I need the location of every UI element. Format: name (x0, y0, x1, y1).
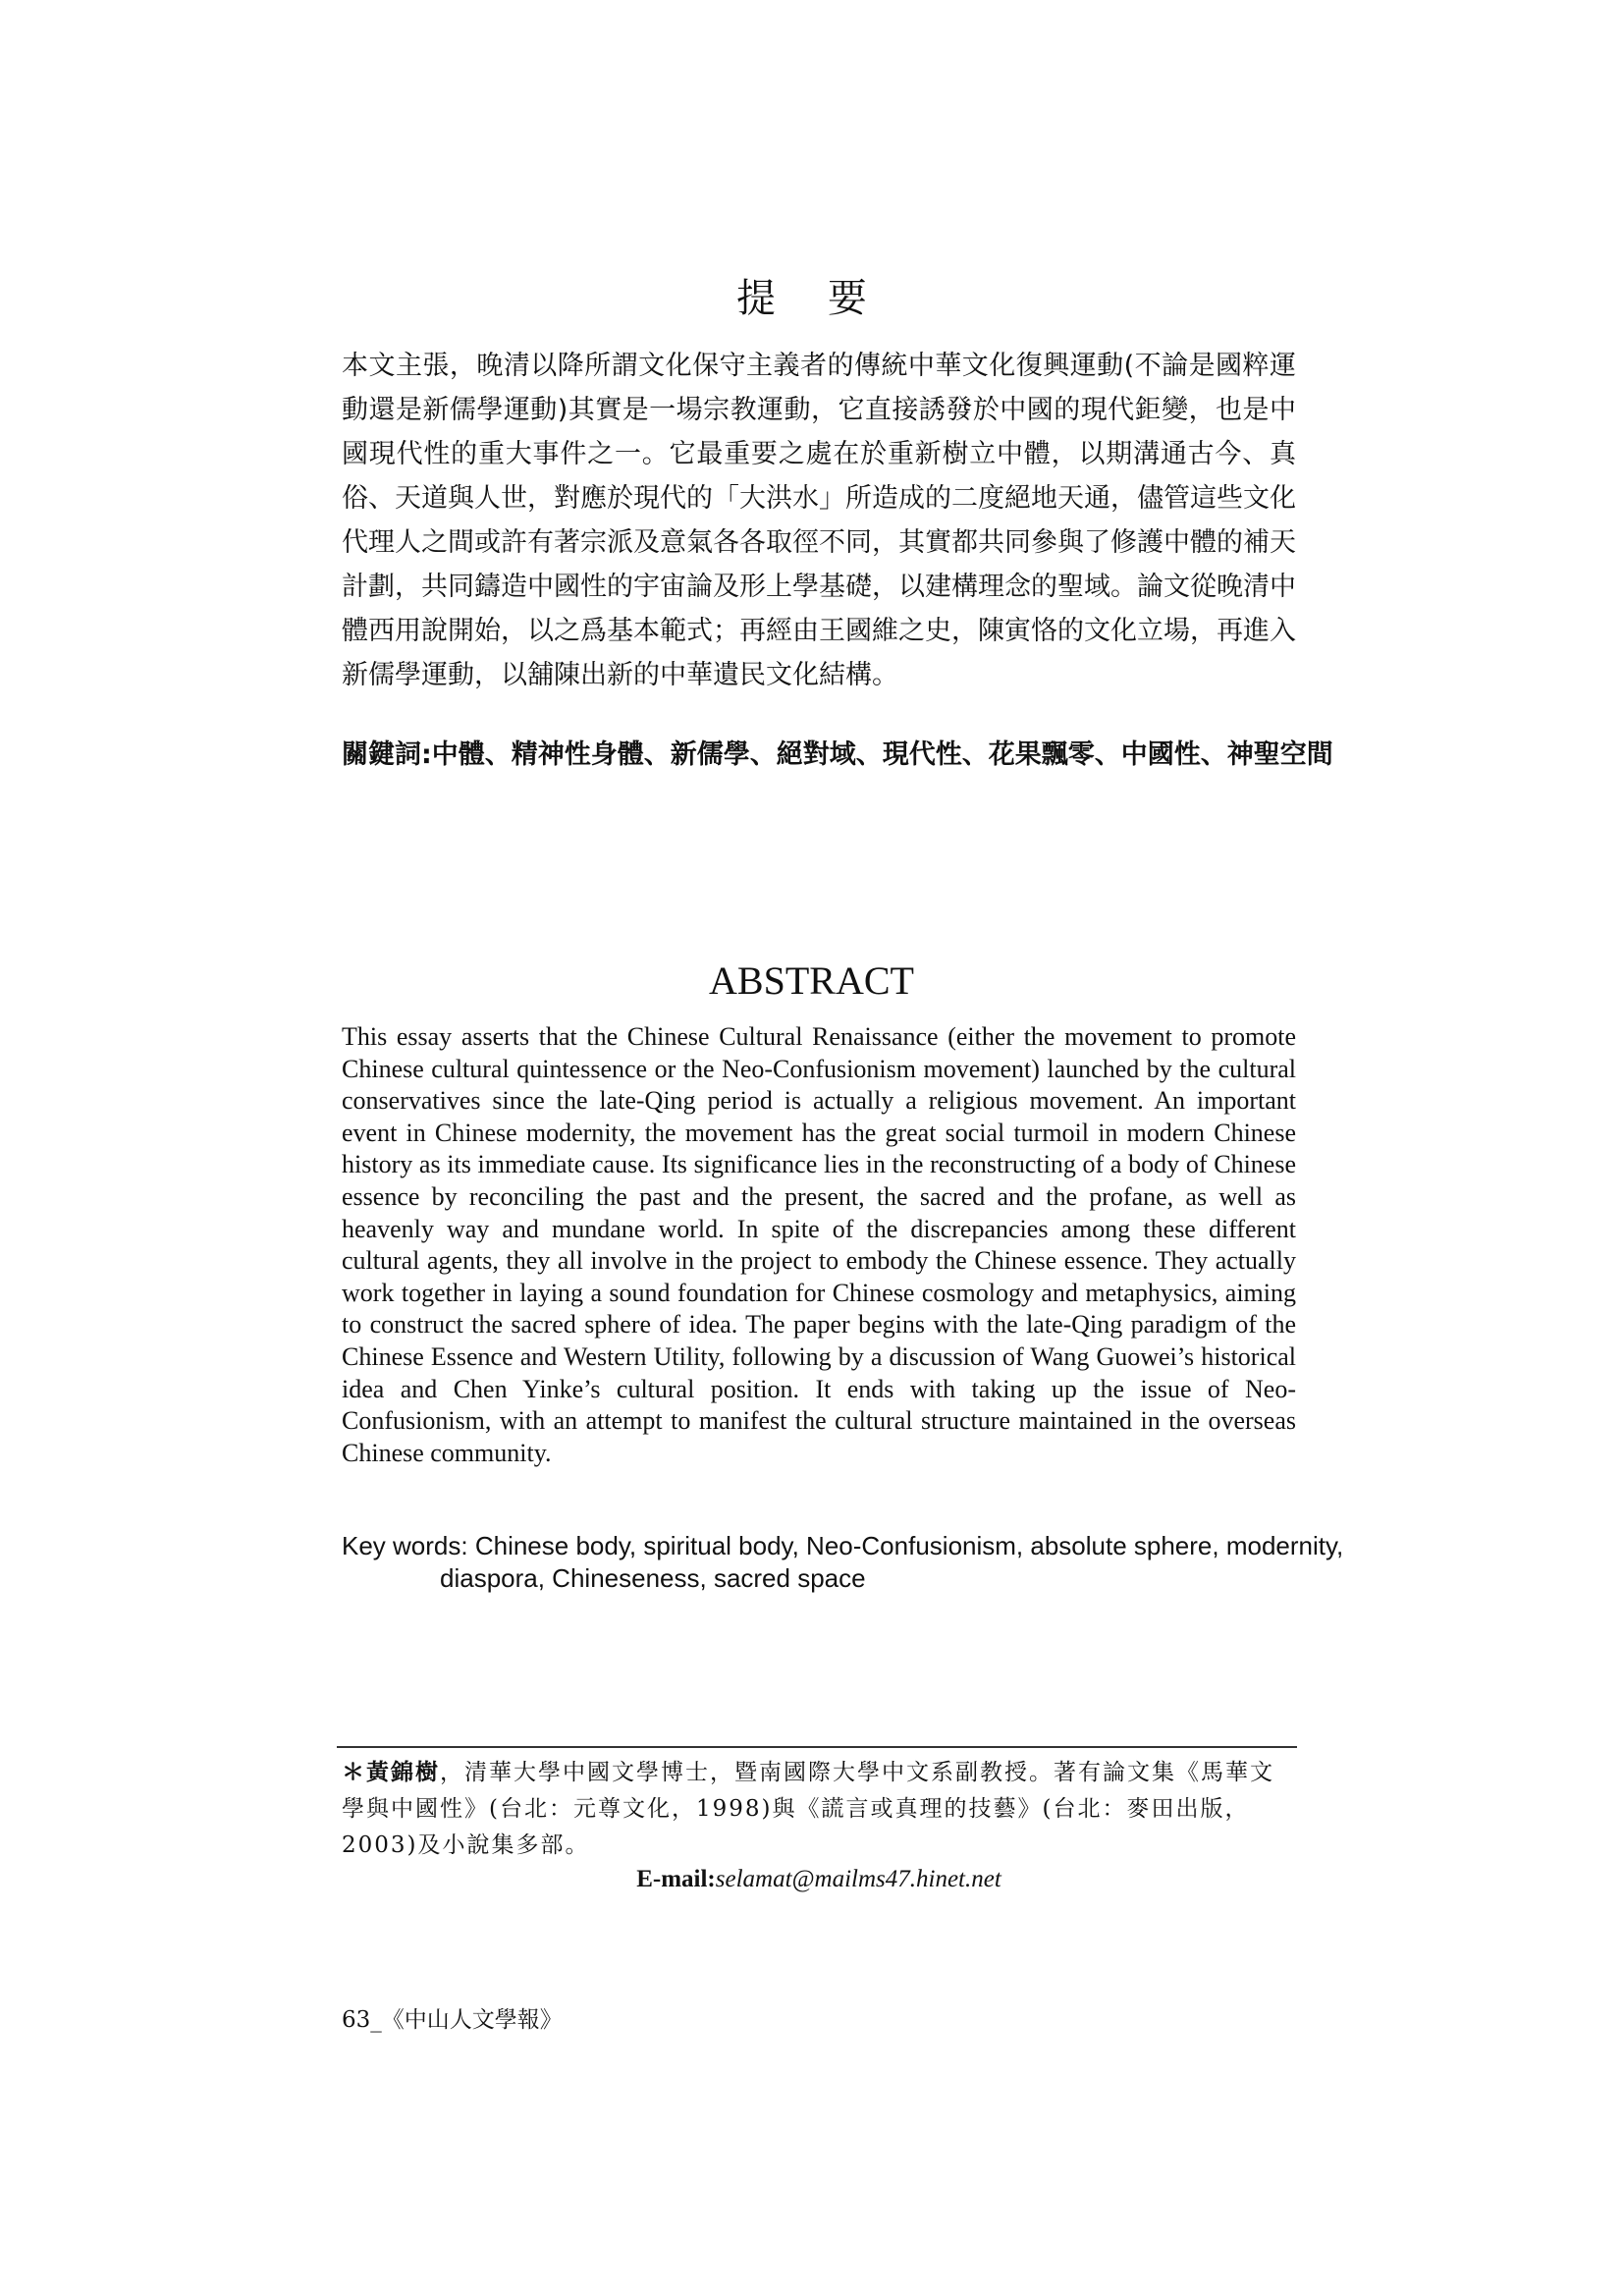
author-footnote (342, 1754, 1296, 1864)
english-abstract-body: This essay asserts that the Chinese Cultural Renaissance (either the movement to promote Chinese cultural quintessence or the Neo-Confusionism movement) launched by the cultural conservatives since the late-Qing period is actually a religious movement. An important event in Chinese modernity, the movement has the great social turmoil in modern Chinese history as its immediate cause. Its significance lies in the reconstructing of a body of Chinese essence by reconciling the past and the present, the sacred and the profane, as well as heavenly way and mundane world. In spite of the discrepancies among these different cultural agents, they all involve in the project to embody the Chinese essence. They actually work together in laying a sound foundation for Chinese cosmology and metaphysics, aiming to construct the sacred sphere of idea. The paper begins with the late-Qing paradigm of the Chinese Essence and Western Utility, following by a discussion of Wang Guowei’s historical idea and Chen Yinke’s cultural position. It ends with taking up the issue of Neo-Confusionism, with an attempt to manifest the cultural structure maintained in the overseas Chinese community. (342, 1022, 1296, 1467)
chinese-abstract-title: 提 要 (736, 276, 887, 321)
chinese-abstract-body: 本文主張，晚清以降所謂文化保守主義者的傳統中華文化復興運動(不論是國粹運動還是新儒學運動)其實是一場宗教運動，它直接誘發於中國的現代鉅變，也是中國現代性的重大事件之一。它最重要之處在於重新樹立中體，以期溝通古今、真俗、天道與人世，對應於現代的「大洪水」所造成的二度絕地天通，儘管這些文化代理人之間或許有著宗派及意氣各各取徑不同，其實都共同參與了修護中體的補天計劃，共同鑄造中國性的宇宙論及形上學基礎，以建構理念的聖域。論文從晚清中體西用說開始，以之爲基本範式；再經由王國維之史，陳寅恪的文化立場，再進入新儒學運動，以舖陳出新的中華遺民文化結構。 (342, 351, 1296, 690)
chinese-keywords: 關鍵詞:中體、精神性身體、新儒學、絕對域、現代性、花果飄零、中國性、神聖空間 (342, 739, 1333, 770)
english-keywords: Key words: Chinese body, spiritual body, Neo-Confusionism, absolute sphere, modernity, diaspora, Chineseness, sacred space (342, 1531, 1344, 1593)
footnote-divider (337, 1746, 1297, 1748)
author-email-line (342, 1866, 1296, 1893)
page-footer: 63_《中山人文學報》 (342, 2007, 563, 2033)
author-bio: ，清華大學中國文學博士，暨南國際大學中文系副教授。著有論文集《馬華文學與中國性》(台北：元尊文化，1998)與《謊言或真理的技藝》(台北：麥田出版，2003)及小說集多部。 (342, 1760, 1274, 1858)
email-label: E-mail: (636, 1866, 716, 1892)
email-address[interactable]: selamat@mailms47.hinet.net (715, 1866, 1001, 1892)
english-abstract-title: ABSTRACT (709, 958, 914, 1003)
author-name: ＊黃錦樹 (342, 1759, 440, 1785)
